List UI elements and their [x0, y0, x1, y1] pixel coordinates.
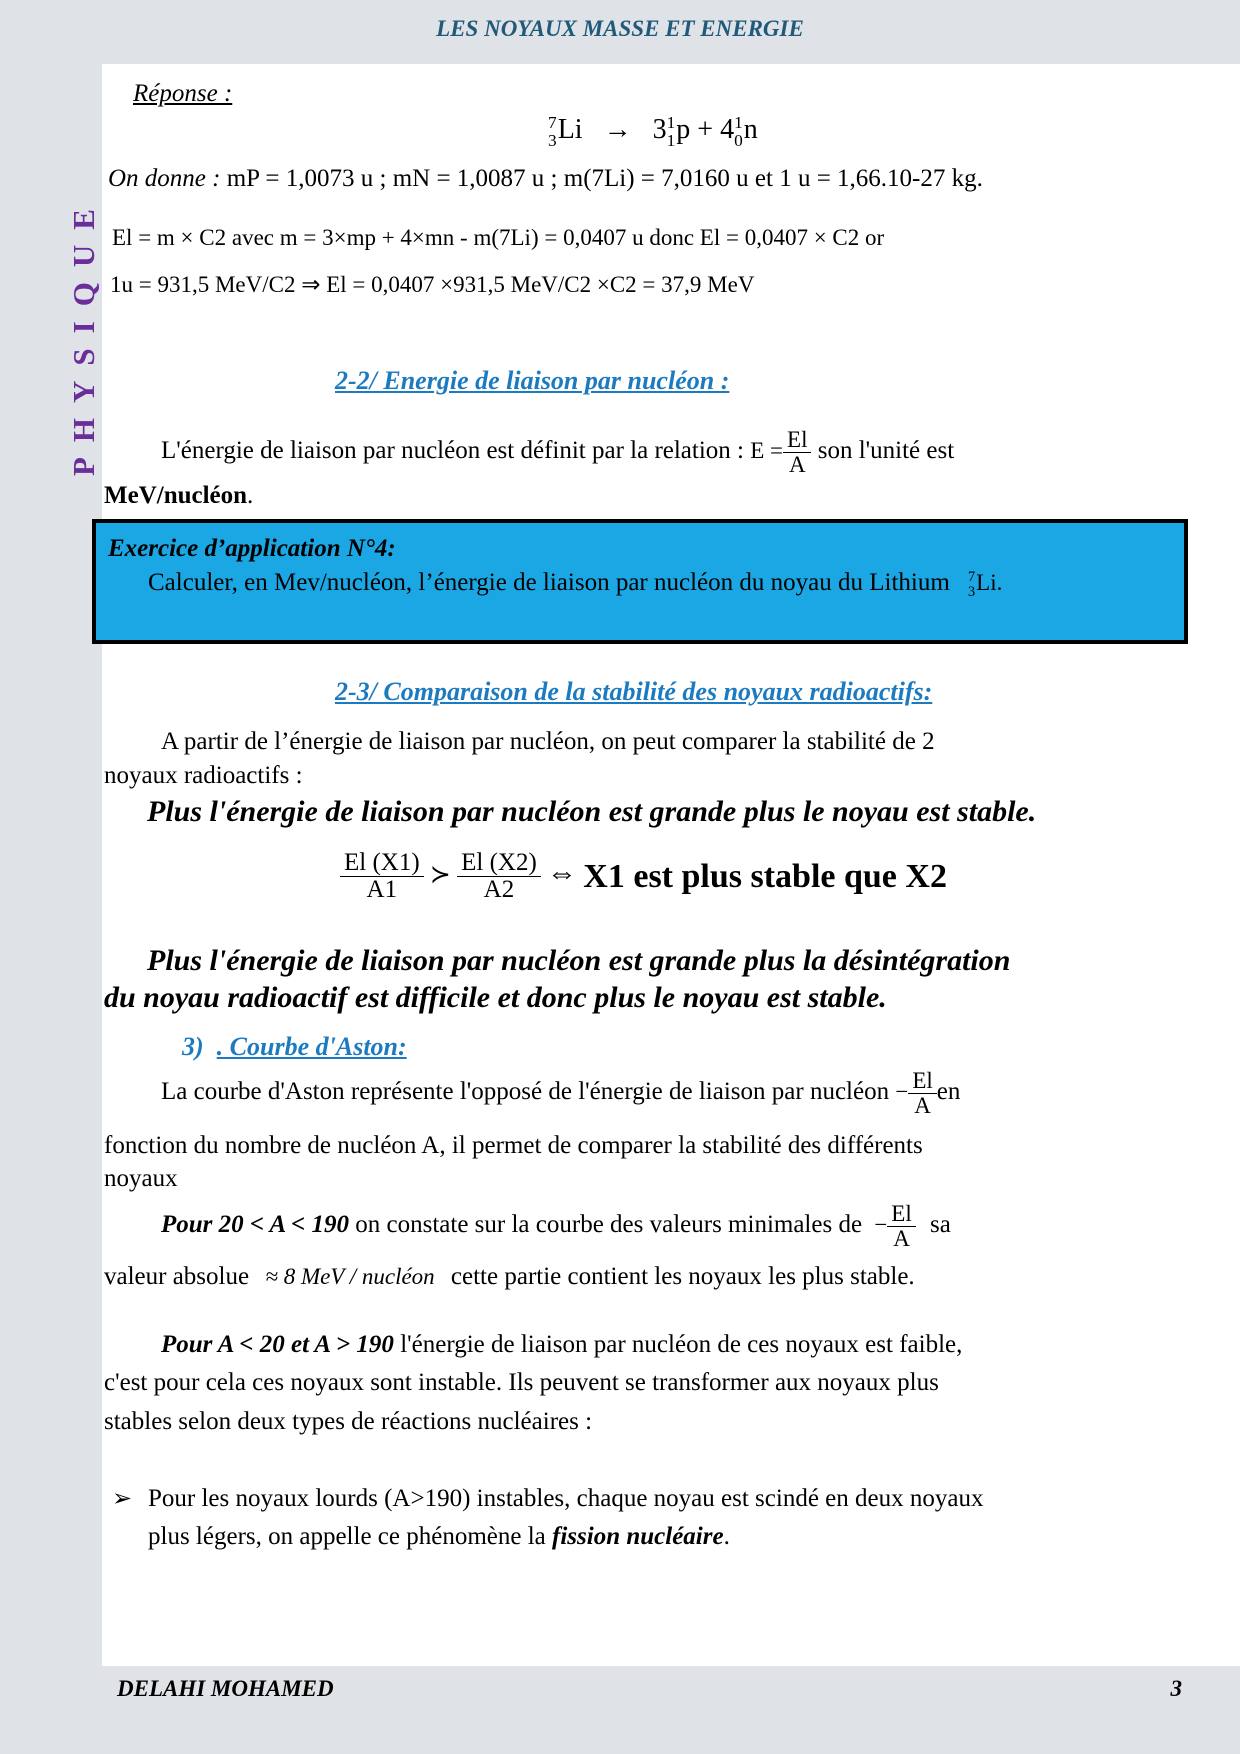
stability-rule-2-line1: Plus l'énergie de liaison par nucléon est grande plus la désintégration — [147, 944, 1011, 977]
exercise-title: Exercice d’application N°4: — [108, 535, 396, 562]
header-title: LES NOYAUX MASSE ET ENERGIE — [436, 16, 804, 41]
footer-author: DELAHI MOHAMED — [117, 1676, 334, 1701]
nuclear-reaction: 7 3 Li → 3 1 1 p + 4 1 0 n — [548, 113, 758, 150]
exercise-box — [92, 519, 1188, 644]
unstable-range-line1: Pour A < 20 et A > 190 l'énergie de liaison par nucléon de ces noyaux est faible, — [161, 1331, 963, 1358]
page-header — [0, 0, 1240, 64]
ratio-x2: $\frac{El (X2)}{A2}$ — [457, 850, 541, 904]
section-2-2-heading: 2-2/ Energie de liaison par nucléon : — [335, 366, 730, 395]
footer-page-number: 3 — [1170, 1676, 1182, 1701]
stability-rule-1: Plus l'énergie de liaison par nucléon est grande plus le noyau est stable. — [147, 795, 1037, 828]
stability-intro-line1: A partir de l’énergie de liaison par nucléon, on peut comparer la stabilité de 2 — [161, 728, 935, 755]
sidebar-subject-label: PHYSIQUE — [66, 194, 101, 476]
fission-bullet-line2: plus légers, on appelle ce phénomène la fission nucléaire. — [148, 1523, 730, 1550]
binding-energy-definition: L'énergie de liaison par nucléon est définit par la relation : E = $\frac{El}{A}$ son l'unité est — [161, 426, 955, 477]
section-2-3-heading: 2-3/ Comparaison de la stabilité des noyaux radioactifs: — [335, 677, 933, 706]
section-3-heading: 3) . Courbe d'Aston: — [182, 1032, 407, 1061]
bullet-arrow-icon: ➢ — [112, 1486, 133, 1512]
fission-term: fission nucléaire — [552, 1523, 724, 1550]
stable-range-line1: Pour 20 < A < 190 on constate sur la courbe des valeurs minimales de − $\frac{El}{A}$ sa — [161, 1200, 951, 1251]
energy-equation-2: 1u = 931,5 MeV/C2 ⇒ El = 0,0407 ×931,5 MeV/C2 ×C2 = 37,9 MeV — [110, 272, 755, 297]
stability-comparison: $\frac{El (X1)}{A1}$ ≻ $\frac{El (X2)}{A2}$ ⇔ X1 est plus stable que X2 — [340, 850, 947, 904]
page-footer — [0, 1666, 1240, 1754]
sidebar — [0, 64, 102, 1666]
stability-intro-line2: noyaux radioactifs : — [104, 762, 303, 789]
aston-paragraph-line2: fonction du nombre de nucléon A, il permet de comparer la stabilité des différents — [104, 1132, 923, 1159]
li-numbers: 7 3 — [548, 113, 557, 150]
comparison-conclusion: X1 est plus stable que X2 — [583, 857, 947, 895]
unit-line: MeV/nucléon. — [104, 482, 254, 509]
stability-rule-2-line2: du noyau radioactif est difficile et donc plus le noyau est stable. — [104, 981, 887, 1014]
arrow-icon: → — [603, 114, 632, 145]
response-label: Réponse : — [133, 80, 233, 107]
aston-paragraph-line1: La courbe d'Aston représente l'opposé de l'énergie de liaison par nucléon − $\frac{El}{A}$ en — [161, 1067, 961, 1118]
exercise-text: Calculer, en Mev/nucléon, l’énergie de liaison par nucléon du noyau du Lithium 7 3 Li. — [148, 569, 1003, 600]
energy-equation-1: El = m × C2 avec m = 3×mp + 4×mn - m(7Li) = 0,0407 u donc El = 0,0407 × C2 or — [112, 225, 885, 250]
aston-paragraph-line3: noyaux — [104, 1165, 178, 1192]
unstable-range-line3: stables selon deux types de réactions nucléaires : — [104, 1408, 593, 1435]
unstable-range-line2: c'est pour cela ces noyaux sont instable. Ils peuvent se transformer aux noyaux plus — [104, 1369, 939, 1396]
given-data: On donne : mP = 1,0073 u ; mN = 1,0087 u ; m(7Li) = 7,0160 u et 1 u = 1,66.10-27 kg. — [108, 165, 983, 192]
stable-range-line2: valeur absolue ≈ 8 MeV / nucléon cette partie contient les noyaux les plus stable. — [104, 1263, 915, 1290]
formula-el-over-a: $\frac{El}{A}$ — [783, 428, 811, 477]
ratio-x1: $\frac{El (X1)}{A1}$ — [340, 850, 424, 904]
fission-bullet-line1: Pour les noyaux lourds (A>190) instables, chaque noyau est scindé en deux noyaux — [148, 1485, 984, 1512]
